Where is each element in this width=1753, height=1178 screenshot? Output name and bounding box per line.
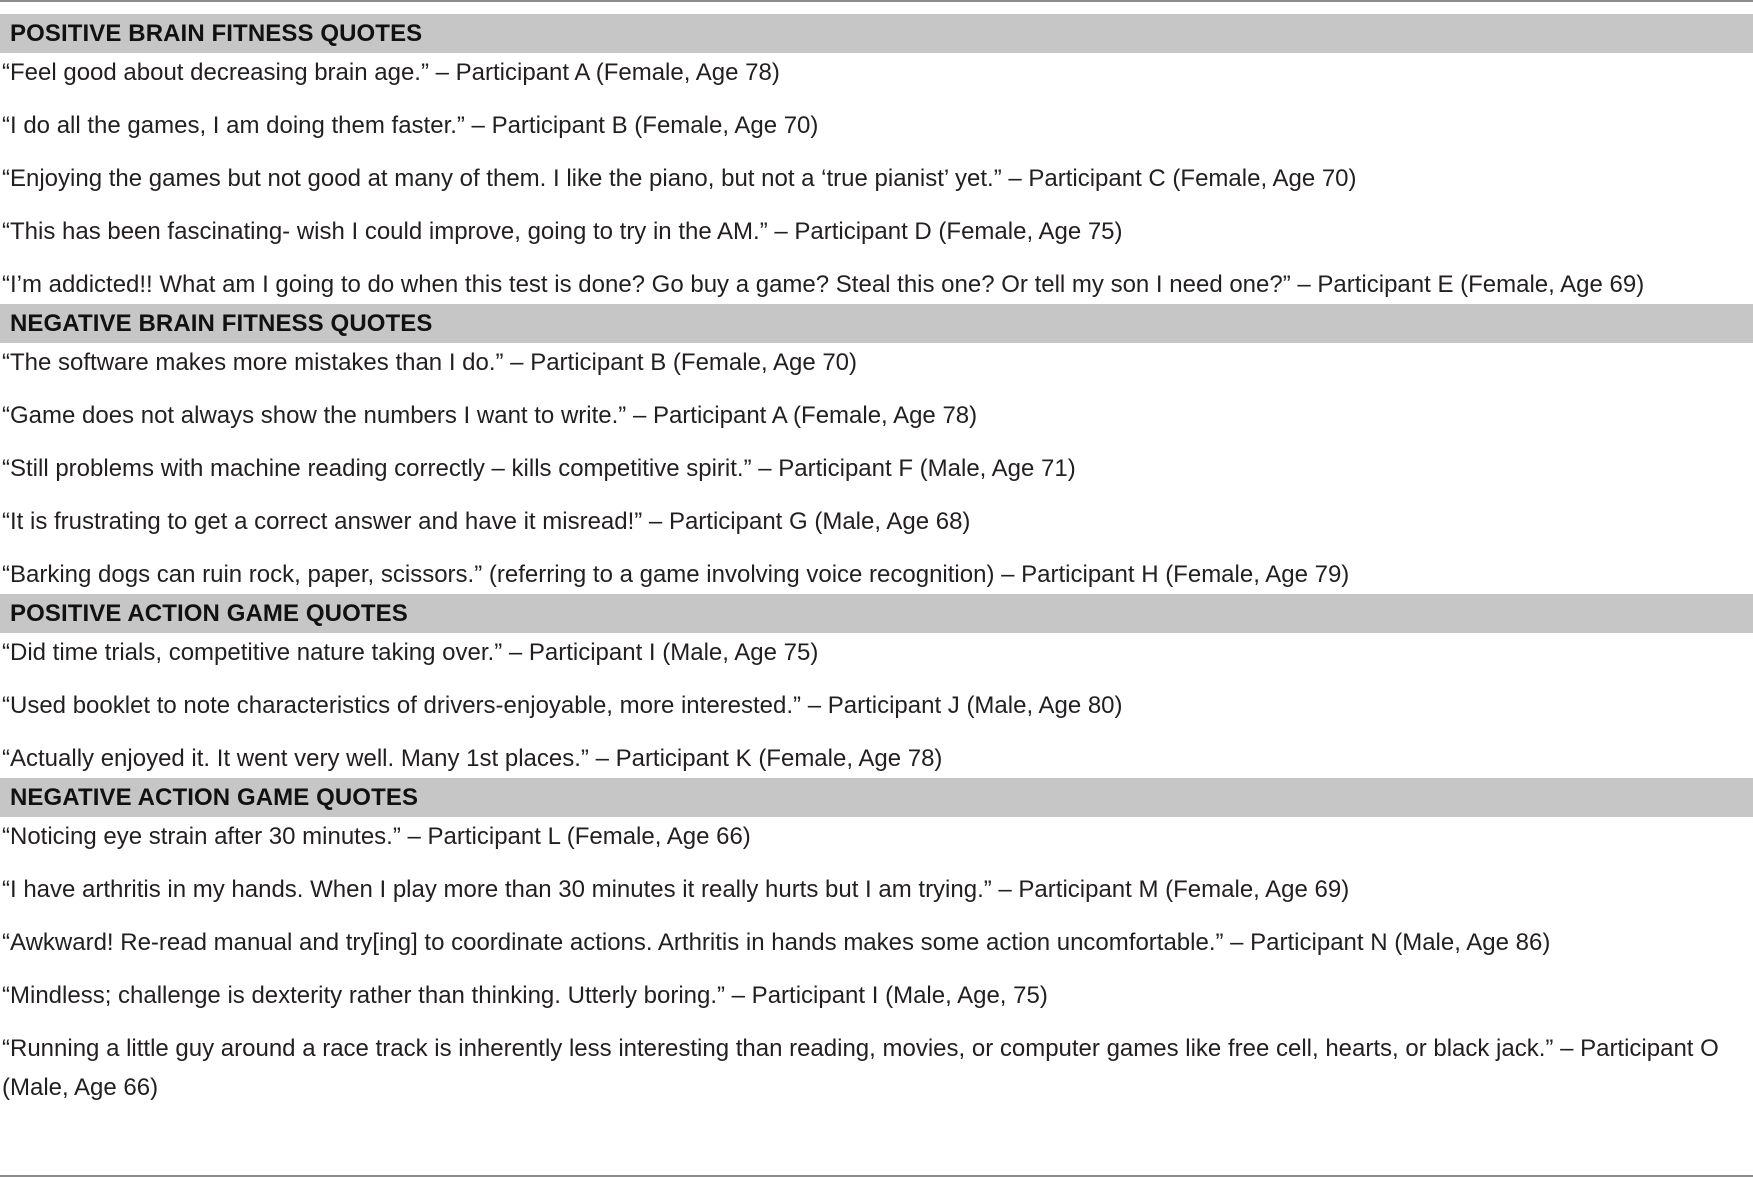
table-top-rule	[0, 0, 1753, 2]
section-negative-action-game	[0, 778, 1753, 1107]
quote-row: “Feel good about decreasing brain age.” – Participant A (Female, Age 78)	[2, 59, 780, 86]
quotes-table	[0, 14, 1753, 1107]
section-positive-brain-fitness	[0, 14, 1753, 304]
section-header: NEGATIVE BRAIN FITNESS QUOTES	[0, 304, 1753, 343]
quote-list	[0, 343, 1753, 594]
quote-row: “It is frustrating to get a correct answer and have it misread!” – Participant G (Male, Age 68)	[2, 508, 971, 535]
quote-row: “Still problems with machine reading correctly – kills competitive spirit.” – Participant F (Male, Age 71)	[2, 455, 1076, 482]
quote-row: “Noticing eye strain after 30 minutes.” – Participant L (Female, Age 66)	[2, 823, 751, 850]
quote-row: “Enjoying the games but not good at many of them. I like the piano, but not a ‘true pianist’ yet.” – Participant C (Female, Age 70)	[2, 165, 1357, 192]
quote-list	[0, 633, 1753, 778]
quote-row: “I’m addicted!! What am I going to do when this test is done? Go buy a game? Steal this one? Or tell my son I need one?” – Participant E (Female, Age 69)	[2, 271, 1645, 298]
section-header: NEGATIVE ACTION GAME QUOTES	[0, 778, 1753, 817]
section-header: POSITIVE BRAIN FITNESS QUOTES	[0, 14, 1753, 53]
quote-row: “Barking dogs can ruin rock, paper, scissors.” (referring to a game involving voice recognition) – Participant H (Female, Age 79)	[2, 561, 1350, 588]
section-positive-action-game	[0, 594, 1753, 778]
quote-row: “Running a little guy around a race track is inherently less interesting than reading, movies, or computer games like free cell, hearts, or black jack.” – Participant O (Male, Age 66)	[2, 1035, 1719, 1101]
quote-row: “This has been fascinating- wish I could improve, going to try in the AM.” – Participant D (Female, Age 75)	[2, 218, 1123, 245]
quote-row: “Did time trials, competitive nature taking over.” – Participant I (Male, Age 75)	[2, 639, 819, 666]
quote-row: “I do all the games, I am doing them faster.” – Participant B (Female, Age 70)	[2, 112, 819, 139]
section-header: POSITIVE ACTION GAME QUOTES	[0, 594, 1753, 633]
quote-row: “Actually enjoyed it. It went very well. Many 1st places.” – Participant K (Female, Age 78)	[2, 745, 943, 772]
section-negative-brain-fitness	[0, 304, 1753, 594]
quote-row: “I have arthritis in my hands. When I play more than 30 minutes it really hurts but I am trying.” – Participant M (Female, Age 69)	[2, 876, 1350, 903]
quote-row: “Used booklet to note characteristics of drivers-enjoyable, more interested.” – Participant J (Male, Age 80)	[2, 692, 1123, 719]
table-bottom-rule	[0, 1175, 1753, 1177]
quote-row: “Game does not always show the numbers I want to write.” – Participant A (Female, Age 78)	[2, 402, 978, 429]
quote-row: “Mindless; challenge is dexterity rather than thinking. Utterly boring.” – Participant I (Male, Age, 75)	[2, 982, 1048, 1009]
quote-row: “The software makes more mistakes than I do.” – Participant B (Female, Age 70)	[2, 349, 858, 376]
quote-list	[0, 817, 1753, 1107]
quote-row: “Awkward! Re-read manual and try[ing] to coordinate actions. Arthritis in hands makes some action uncomfortable.” – Participant N (Male, Age 86)	[2, 929, 1551, 956]
quote-list	[0, 53, 1753, 304]
